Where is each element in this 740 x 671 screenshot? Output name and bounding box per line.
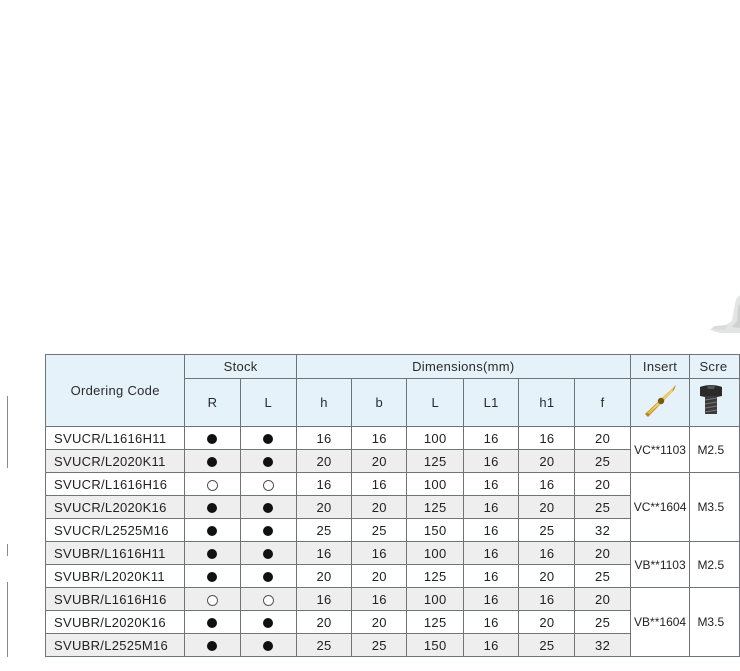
stock-filled-icon <box>207 618 217 628</box>
dim-f-cell: 25 <box>575 565 630 588</box>
dim-f-cell: 25 <box>575 496 630 519</box>
stock-r-cell <box>185 427 240 450</box>
dim-b-cell: 16 <box>352 427 407 450</box>
dim-length-cell: 150 <box>407 634 464 657</box>
dim-h1-cell: 16 <box>519 427 575 450</box>
stock-open-icon <box>263 480 274 491</box>
dim-b-cell: 25 <box>352 634 407 657</box>
dim-h-header: h <box>296 379 351 427</box>
dim-length-cell: 125 <box>407 611 464 634</box>
dim-f-cell: 20 <box>575 427 630 450</box>
stock-filled-icon <box>263 641 273 651</box>
stock-r-cell <box>185 611 240 634</box>
stock-l-cell <box>240 588 296 611</box>
stock-r-cell <box>185 450 240 473</box>
dim-l1-cell: 16 <box>463 565 518 588</box>
table-row <box>46 427 740 450</box>
dim-f-header: f <box>575 379 630 427</box>
dim-length-cell: 100 <box>407 542 464 565</box>
dim-h-cell: 16 <box>296 473 351 496</box>
screw-icon <box>697 384 725 418</box>
stock-filled-icon <box>263 457 273 467</box>
dim-h-cell: 20 <box>296 450 351 473</box>
dim-l1-cell: 16 <box>463 496 518 519</box>
dim-h-cell: 16 <box>296 427 351 450</box>
dim-f-cell: 25 <box>575 450 630 473</box>
ordering-code-cell: SVUBR/L1616H11 <box>46 542 185 565</box>
dim-l1-cell: 16 <box>463 588 518 611</box>
dim-f-cell: 32 <box>575 634 630 657</box>
dim-length-cell: 100 <box>407 473 464 496</box>
stock-l-cell <box>240 450 296 473</box>
dim-b-cell: 25 <box>352 519 407 542</box>
ordering-code-cell: SVUBR/L2525M16 <box>46 634 185 657</box>
stock-filled-icon <box>207 526 217 536</box>
stock-l-cell <box>240 519 296 542</box>
dim-f-cell: 32 <box>575 519 630 542</box>
dim-l1-cell: 16 <box>463 519 518 542</box>
ordering-code-cell: SVUCR/L1616H11 <box>46 427 185 450</box>
screw-code-cell: M3.5 <box>690 588 740 657</box>
dim-length-cell: 100 <box>407 588 464 611</box>
dim-length-cell: 125 <box>407 450 464 473</box>
insert-image-cell <box>630 379 690 427</box>
stock-filled-icon <box>263 526 273 536</box>
stock-filled-icon <box>207 572 217 582</box>
stock-l-cell <box>240 427 296 450</box>
page-edge-mark <box>7 582 8 657</box>
ordering-code-cell: SVUBR/L2020K11 <box>46 565 185 588</box>
dim-h1-cell: 16 <box>519 588 575 611</box>
dim-length-cell: 125 <box>407 565 464 588</box>
dim-h1-header: h1 <box>519 379 575 427</box>
ordering-code-header: Ordering Code <box>46 355 185 427</box>
stock-r-cell <box>185 542 240 565</box>
dim-b-cell: 16 <box>352 588 407 611</box>
stock-filled-icon <box>207 503 217 513</box>
screw-code-cell: M3.5 <box>690 473 740 542</box>
insert-code-cell: VB**1103 <box>630 542 690 588</box>
dim-h-cell: 25 <box>296 519 351 542</box>
dim-l1-cell: 16 <box>463 611 518 634</box>
dim-f-cell: 20 <box>575 588 630 611</box>
dim-h1-cell: 16 <box>519 473 575 496</box>
ordering-code-cell: SVUCR/L2020K11 <box>46 450 185 473</box>
dim-b-cell: 20 <box>352 450 407 473</box>
dim-l1-cell: 16 <box>463 473 518 496</box>
toolholder-spec-table <box>45 354 740 657</box>
dim-length-cell: 100 <box>407 427 464 450</box>
stock-l-cell <box>240 496 296 519</box>
dim-h-cell: 20 <box>296 611 351 634</box>
stock-r-cell <box>185 473 240 496</box>
dimensions-header: Dimensions(mm) <box>296 355 630 379</box>
table-row <box>46 473 740 496</box>
stock-r-cell <box>185 634 240 657</box>
screw-code-cell: M2.5 <box>690 542 740 588</box>
stock-filled-icon <box>263 618 273 628</box>
stock-l-cell <box>240 565 296 588</box>
dim-b-cell: 16 <box>352 473 407 496</box>
dim-h1-cell: 25 <box>519 519 575 542</box>
dim-h1-cell: 16 <box>519 542 575 565</box>
stock-filled-icon <box>263 549 273 559</box>
toolholder-photo-fragment <box>706 295 740 341</box>
stock-open-icon <box>263 595 274 606</box>
dim-h-cell: 20 <box>296 496 351 519</box>
stock-open-icon <box>207 480 218 491</box>
stock-l-header: L <box>240 379 296 427</box>
insert-header: Insert <box>630 355 690 379</box>
screw-code-cell: M2.5 <box>690 427 740 473</box>
dim-b-cell: 16 <box>352 542 407 565</box>
page-edge-mark <box>7 396 8 468</box>
dim-h1-cell: 25 <box>519 634 575 657</box>
dim-h-cell: 20 <box>296 565 351 588</box>
dim-l1-cell: 16 <box>463 542 518 565</box>
page-edge-mark <box>7 544 8 556</box>
dim-h1-cell: 20 <box>519 450 575 473</box>
dim-h1-cell: 20 <box>519 496 575 519</box>
screw-header: Scre <box>690 355 740 379</box>
dim-length-header: L <box>407 379 464 427</box>
stock-filled-icon <box>263 503 273 513</box>
stock-l-cell <box>240 611 296 634</box>
insert-code-cell: VC**1604 <box>630 473 690 542</box>
stock-r-cell <box>185 588 240 611</box>
dim-length-cell: 150 <box>407 519 464 542</box>
stock-header: Stock <box>185 355 297 379</box>
ordering-code-cell: SVUBR/L2020K16 <box>46 611 185 634</box>
table-row <box>46 588 740 611</box>
stock-r-cell <box>185 496 240 519</box>
dim-length-cell: 125 <box>407 496 464 519</box>
dim-l1-cell: 16 <box>463 450 518 473</box>
stock-r-header: R <box>185 379 240 427</box>
stock-filled-icon <box>207 457 217 467</box>
stock-l-cell <box>240 473 296 496</box>
insert-code-cell: VB**1604 <box>630 588 690 657</box>
dim-l1-cell: 16 <box>463 427 518 450</box>
stock-l-cell <box>240 634 296 657</box>
screw-image-cell <box>690 379 740 427</box>
stock-filled-icon <box>207 549 217 559</box>
dim-b-cell: 20 <box>352 611 407 634</box>
ordering-code-cell: SVUCR/L1616H16 <box>46 473 185 496</box>
stock-open-icon <box>207 595 218 606</box>
table-row <box>46 542 740 565</box>
stock-filled-icon <box>207 434 217 444</box>
dim-h-cell: 25 <box>296 634 351 657</box>
dim-h1-cell: 20 <box>519 565 575 588</box>
dim-b-cell: 20 <box>352 496 407 519</box>
dim-f-cell: 25 <box>575 611 630 634</box>
dim-h-cell: 16 <box>296 588 351 611</box>
dim-b-header: b <box>352 379 407 427</box>
ordering-code-cell: SVUCR/L2525M16 <box>46 519 185 542</box>
dim-f-cell: 20 <box>575 542 630 565</box>
ordering-code-cell: SVUCR/L2020K16 <box>46 496 185 519</box>
ordering-code-cell: SVUBR/L1616H16 <box>46 588 185 611</box>
dim-l1-cell: 16 <box>463 634 518 657</box>
dim-f-cell: 20 <box>575 473 630 496</box>
rhombic-insert-icon <box>641 383 679 419</box>
insert-code-cell: VC**1103 <box>630 427 690 473</box>
stock-r-cell <box>185 565 240 588</box>
dim-h-cell: 16 <box>296 542 351 565</box>
stock-filled-icon <box>263 572 273 582</box>
stock-l-cell <box>240 542 296 565</box>
stock-filled-icon <box>207 641 217 651</box>
dim-l1-header: L1 <box>463 379 518 427</box>
dim-h1-cell: 20 <box>519 611 575 634</box>
stock-filled-icon <box>263 434 273 444</box>
stock-r-cell <box>185 519 240 542</box>
dim-b-cell: 20 <box>352 565 407 588</box>
